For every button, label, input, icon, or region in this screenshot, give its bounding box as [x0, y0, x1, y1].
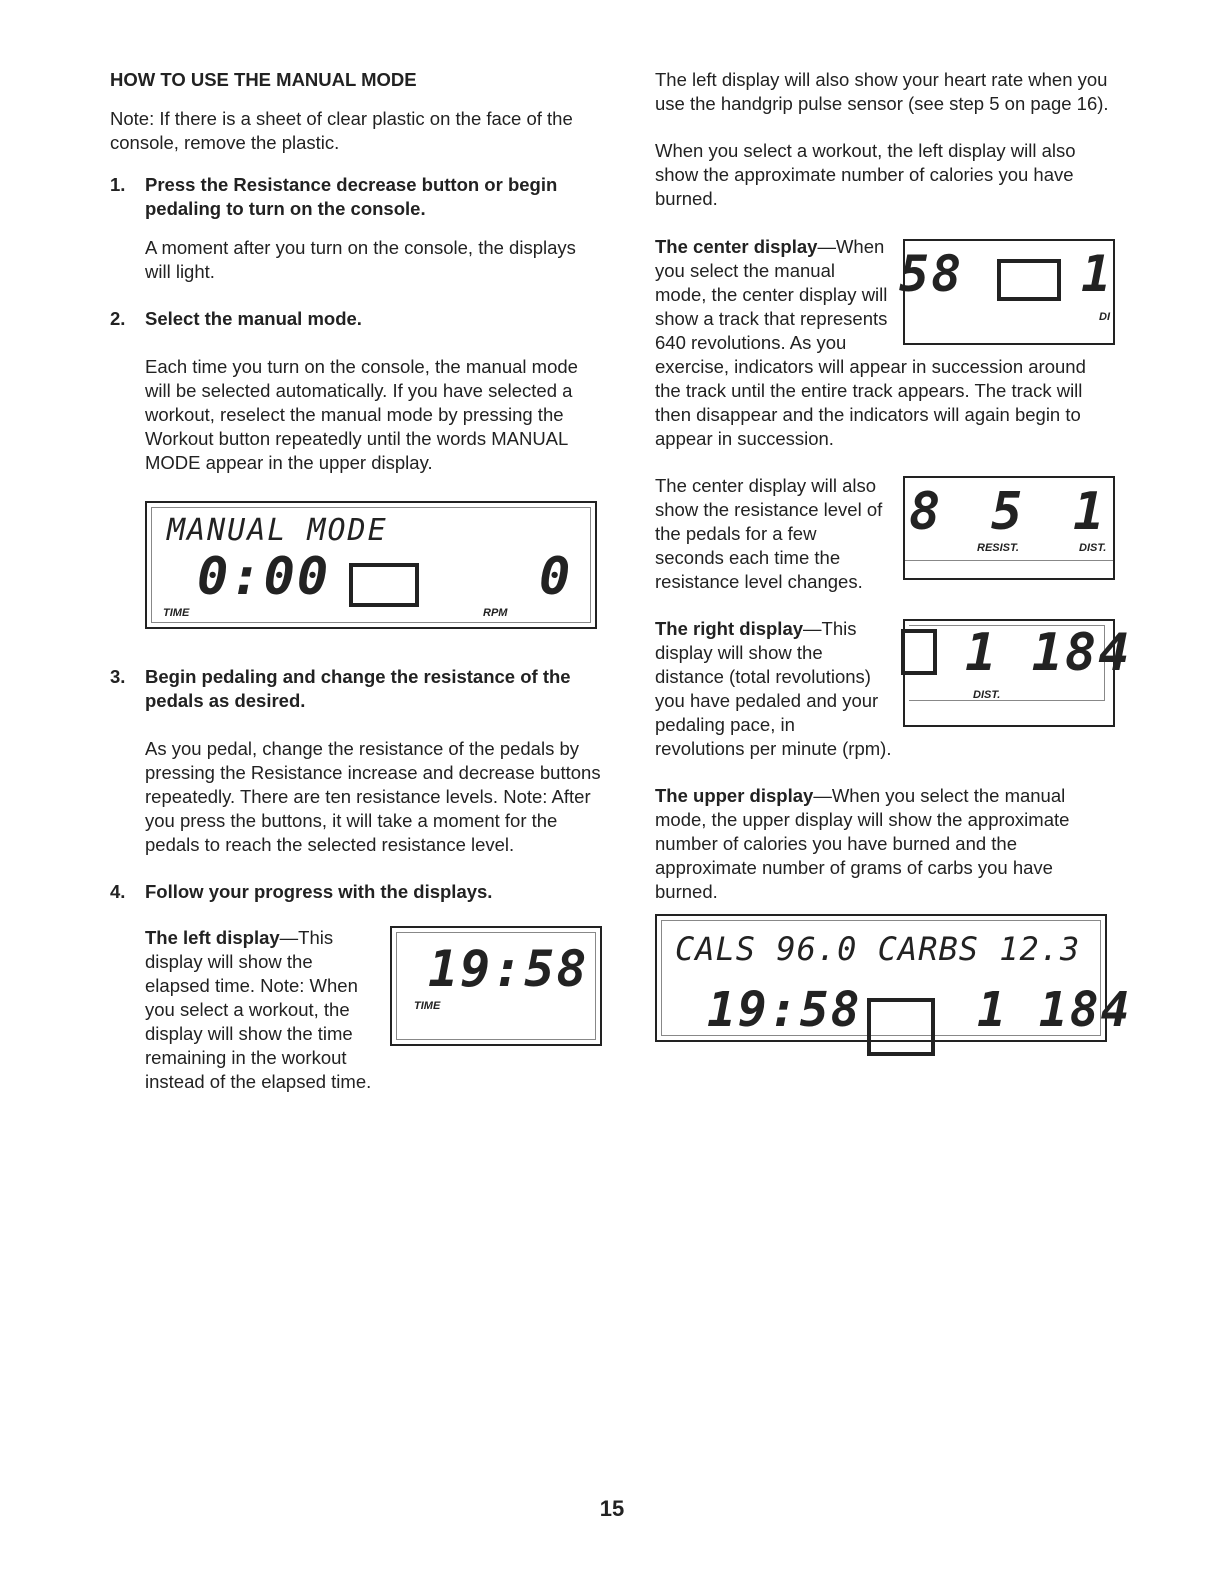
step-1 [110, 173, 602, 221]
lcd-right-value: 1 [1073, 482, 1107, 542]
term: The right display [655, 618, 804, 639]
lcd-track [997, 259, 1061, 301]
step-2-body: Each time you turn on the console, the manual mode will be selected automatically. If you have selected a workout, reselect the manual mode by pressing the Workout button repeatedly until the words MANUAL MODE appear in the upper display. [145, 356, 578, 473]
lcd-track [349, 563, 419, 607]
heart-rate-text: The left display will also show your heart rate when you use the handgrip pulse sensor (see step 5 on page 16). [655, 69, 1109, 114]
lcd-left-value: 8 [909, 482, 943, 542]
description: —When you select the manual mode, the upper display will show the approximate number of calories you have burned and the approximate number of grams of carbs you have burned. [655, 785, 1070, 902]
term: The upper display [655, 785, 814, 806]
term: The center display [655, 236, 818, 257]
lcd-dist-label: DIST. [973, 689, 1001, 701]
note-text: Note: If there is a sheet of clear plastic on the face of the console, remove the plastic. [110, 108, 573, 153]
left-lcd-display [390, 926, 602, 1046]
step-title: Follow your progress with the displays. [145, 881, 493, 902]
step-1-body: A moment after you turn on the console, the displays will light. [145, 237, 576, 282]
lcd-right-value: 1 [1081, 245, 1114, 303]
center-lcd-display [899, 239, 1115, 345]
upper-display-text [655, 784, 1115, 904]
step-3-body: As you pedal, change the resistance of the pedals by pressing the Resistance increase and decrease buttons repeatedly. There are ten resistance levels. Note: After you press the buttons, it will take a moment for the pedals to reach the selected resistance level. [145, 738, 601, 855]
full-console-lcd [655, 914, 1132, 1042]
center-resist-section [655, 474, 1115, 594]
lcd-time-value: 19:58 [428, 940, 589, 998]
lcd-time-label: TIME [163, 607, 190, 619]
section-heading: HOW TO USE THE MANUAL MODE [110, 69, 417, 90]
console-lcd-display [145, 501, 597, 629]
step-title: Begin pedaling and change the resistance of the pedals as desired. [145, 666, 571, 711]
lcd-time-label: TIME [414, 1000, 441, 1012]
step-title: Press the Resistance decrease button or begin pedaling to turn on the console. [145, 174, 558, 219]
center-resist-text: The center display will also show the resistance level of the pedals for a few seconds each time the resistance level changes. [655, 475, 883, 592]
step-3 [110, 665, 602, 713]
left-display-section [110, 926, 602, 1094]
right-display-section [655, 617, 1132, 761]
step-number: 1. [110, 174, 126, 195]
lcd-distance-value: 1 184 [977, 982, 1132, 1038]
lcd-rpm-value: 0 [539, 547, 573, 607]
lcd-distance-value: 1 184 [965, 623, 1132, 683]
step-number: 3. [110, 666, 126, 687]
lcd-top-text: MANUAL MODE [167, 513, 388, 548]
description: —This display will show the distance (total revolutions) you have pedaled and your pedaling pace, in revolutions per minute (rpm). [655, 618, 892, 759]
lcd-time-value: 19:58 [707, 982, 862, 1038]
calories-text: When you select a workout, the left display will also show the approximate number of calories you have burned. [655, 140, 1076, 209]
step-title: Select the manual mode. [145, 308, 362, 329]
term: The left display [145, 927, 280, 948]
lcd-dist-label: DI [1099, 311, 1110, 323]
page-number: 15 [599, 1496, 625, 1521]
lcd-resist-value: 5 [991, 482, 1025, 542]
lcd-divider [905, 560, 1113, 561]
right-lcd-display [903, 619, 1132, 727]
lcd-track [901, 629, 937, 675]
step-number: 2. [110, 308, 126, 329]
step-2 [110, 307, 602, 331]
lcd-time-value: 0:00 [197, 547, 331, 607]
description: —This display will show the elapsed time. Note: When you select a workout, the display will show the time remaining in the workout instead of the elapsed time. [145, 927, 372, 1092]
center-display-section [655, 235, 1115, 451]
resist-lcd-display [903, 476, 1115, 580]
lcd-track [867, 998, 935, 1056]
step-number: 4. [110, 881, 126, 902]
description: —When you select the manual mode, the center display will show a track that represents 640 revolutions. As you exercise, indicators will appear in succession around the track until the entire track appears. The track will then disappear and the indicators will again begin to appear in succession. [655, 236, 1086, 449]
left-column [110, 68, 602, 1094]
lcd-upper-row: CALS 96.0 CARBS 12.3 [675, 930, 1081, 968]
lcd-left-value: 58 [899, 245, 964, 303]
right-column [655, 68, 1132, 1042]
lcd-resist-label: RESIST. [977, 542, 1019, 554]
lcd-rpm-label: RPM [483, 607, 508, 619]
lcd-dist-label: DIST. [1079, 542, 1107, 554]
step-4 [110, 880, 602, 904]
